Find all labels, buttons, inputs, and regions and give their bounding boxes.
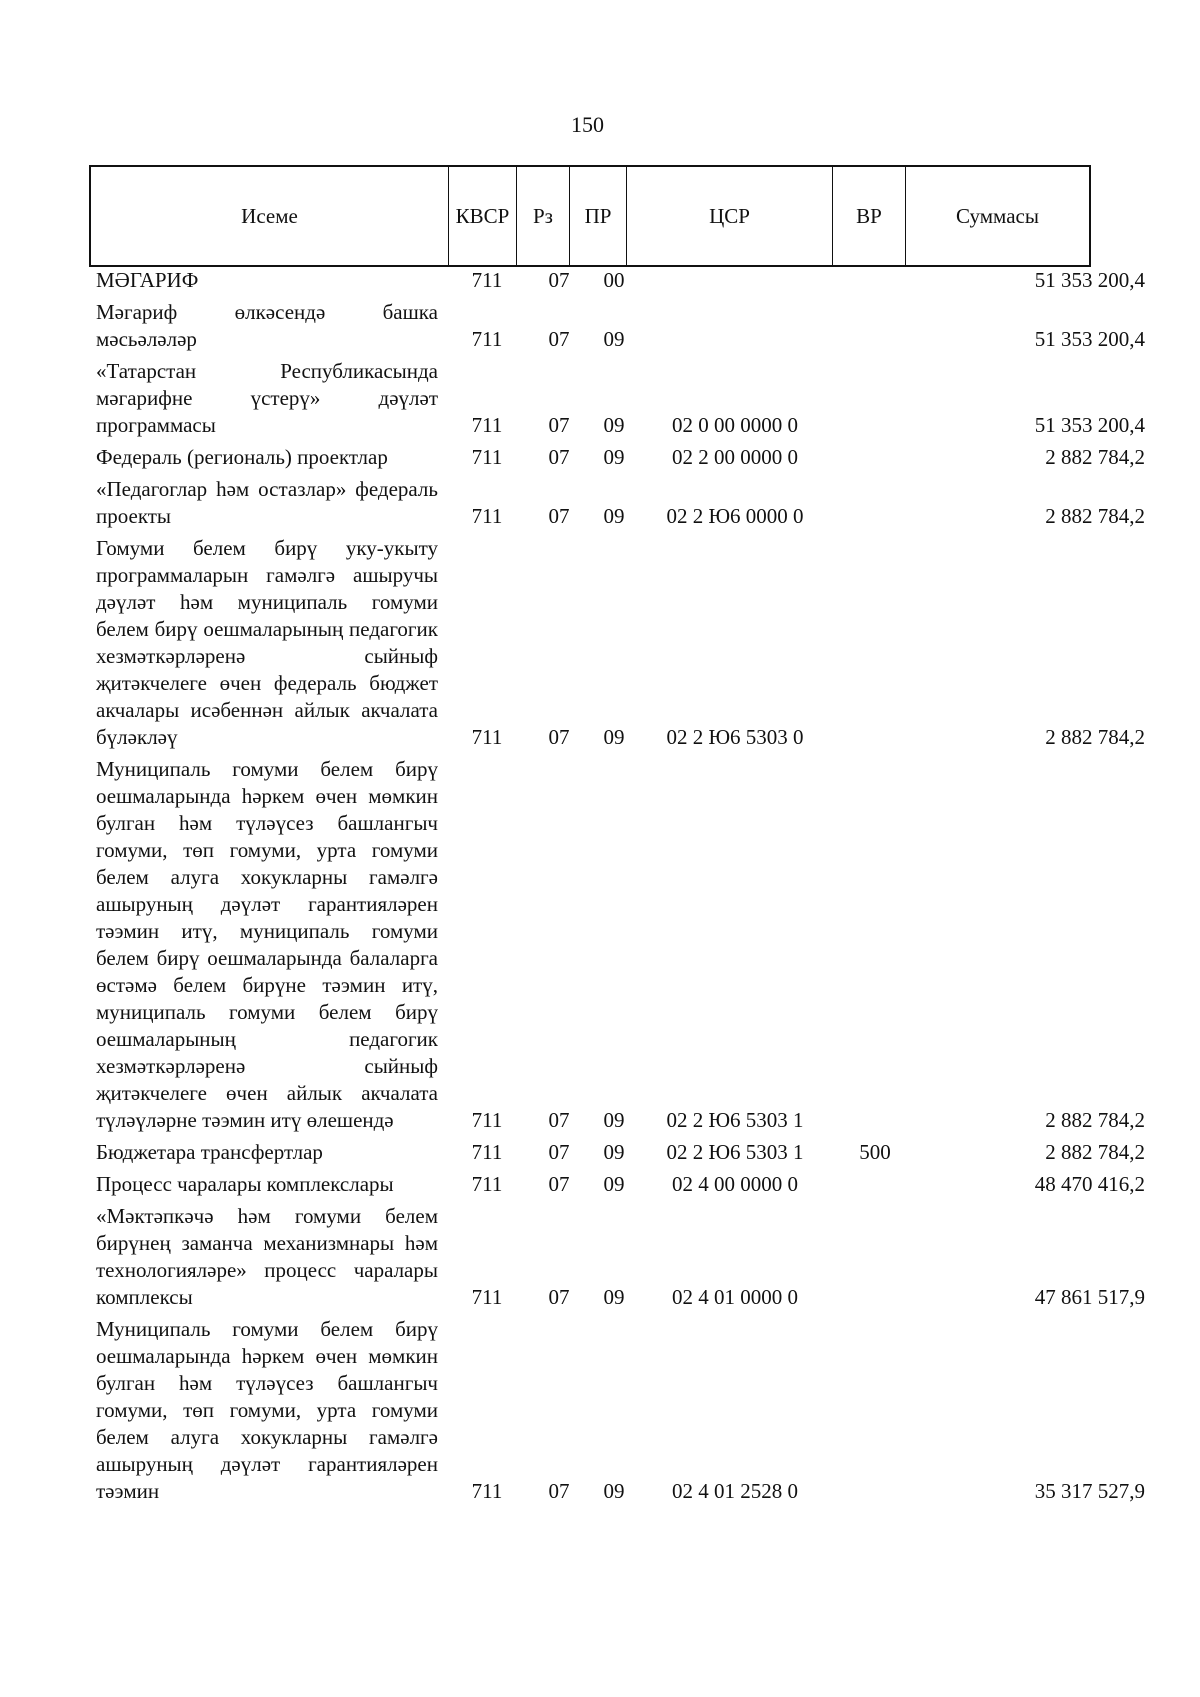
row-pr: 00	[603, 268, 625, 292]
row-sum: 48 470 416,2	[1034, 1172, 1145, 1196]
row-sum: 2 882 784,2	[1045, 1108, 1145, 1132]
row-pr: 09	[603, 1479, 625, 1503]
row-kvsr: 711	[471, 445, 503, 469]
table-row	[0, 535, 1200, 751]
row-kvsr: 711	[471, 268, 503, 292]
table-body	[0, 267, 1200, 1510]
row-pr: 09	[603, 1140, 625, 1164]
table-row	[0, 1203, 1200, 1311]
row-rz: 07	[548, 413, 570, 437]
row-rz: 07	[548, 1479, 570, 1503]
header-rz: Рз	[517, 167, 570, 265]
row-sum: 2 882 784,2	[1045, 445, 1145, 469]
row-rz: 07	[548, 268, 570, 292]
row-csr: 02 4 00 0000 0	[672, 1172, 798, 1196]
row-rz: 07	[548, 327, 570, 351]
table-row	[0, 1139, 1200, 1166]
header-name: Исеме	[91, 167, 449, 265]
row-kvsr: 711	[471, 1479, 503, 1503]
table-row	[0, 299, 1200, 353]
table-row	[0, 1316, 1200, 1505]
row-csr: 02 2 Ю6 5303 1	[666, 1140, 804, 1164]
row-sum: 47 861 517,9	[1034, 1285, 1145, 1309]
table-row	[0, 267, 1200, 294]
row-pr: 09	[603, 1108, 625, 1132]
header-kvsr: КВСР	[449, 167, 517, 265]
row-rz: 07	[548, 725, 570, 749]
header-pr: ПР	[570, 167, 627, 265]
row-pr: 09	[603, 1172, 625, 1196]
header-sum: Суммасы	[956, 203, 1039, 228]
row-kvsr: 711	[471, 1285, 503, 1309]
row-rz: 07	[548, 445, 570, 469]
table-row	[0, 444, 1200, 471]
row-rz: 07	[548, 1108, 570, 1132]
row-pr: 09	[603, 1285, 625, 1309]
row-sum: 2 882 784,2	[1045, 1140, 1145, 1164]
row-vr: 500	[859, 1140, 891, 1164]
header-csr: ЦСР	[627, 167, 833, 265]
row-kvsr: 711	[471, 1140, 503, 1164]
row-sum: 35 317 527,9	[1034, 1479, 1145, 1503]
row-csr: 02 2 Ю6 5303 0	[666, 725, 804, 749]
row-kvsr: 711	[471, 725, 503, 749]
table-row	[0, 476, 1200, 530]
row-kvsr: 711	[471, 504, 503, 528]
row-kvsr: 711	[471, 1108, 503, 1132]
row-name: Федераль (региональ) проектлар	[96, 445, 388, 469]
row-pr: 09	[603, 327, 625, 351]
row-csr: 02 4 01 0000 0	[672, 1285, 798, 1309]
row-pr: 09	[603, 413, 625, 437]
row-sum: 51 353 200,4	[1034, 327, 1145, 351]
row-sum: 51 353 200,4	[1034, 413, 1145, 437]
row-csr: 02 2 00 0000 0	[672, 445, 798, 469]
row-name: Мәгариф өлкәсендә башка мәсьәләләр	[96, 300, 438, 351]
row-csr: 02 2 Ю6 5303 1	[666, 1108, 804, 1132]
row-name: МӘГАРИФ	[96, 268, 199, 292]
row-name: Бюджетара трансфертлар	[96, 1140, 323, 1164]
row-sum: 2 882 784,2	[1045, 725, 1145, 749]
row-csr: 02 2 Ю6 0000 0	[666, 504, 804, 528]
row-csr: 02 0 00 0000 0	[672, 413, 798, 437]
row-name: Муниципаль гомуми белем бирү оешмаларында һәркем өчен мөмкин булган һәм түләүсез башлангыч гомуми, төп гомуми, урта гомуми белем алуга хокукларны гамәлгә ашыруның дәүләт гарантияләрен тәэмин итү, муниципаль гомуми белем бирү оешмаларында балаларга өстәмә белем бирүне тәэмин итү, муниципаль гомуми белем бирү оешмаларының педагогик хезмәткәрләренә сыйныф җитәкчелеге өчен айлык акчалата түләүләрне тәэмин итү өлешендә	[96, 757, 438, 1132]
row-rz: 07	[548, 504, 570, 528]
page-number: 150	[571, 112, 604, 137]
row-name: «Татарстан Республикасында мәгарифне үстерү» дәүләт программасы	[96, 359, 438, 437]
row-kvsr: 711	[471, 413, 503, 437]
row-name: Муниципаль гомуми белем бирү оешмаларында һәркем өчен мөмкин булган һәм түләүсез башлангыч гомуми, төп гомуми, урта гомуми белем алуга хокукларны гамәлгә ашыруның дәүләт гарантияләрен тәэмин	[96, 1317, 438, 1503]
table-row	[0, 756, 1200, 1134]
row-name: «Педагоглар һәм остазлар» федераль проекты	[96, 477, 438, 528]
row-kvsr: 711	[471, 1172, 503, 1196]
row-pr: 09	[603, 445, 625, 469]
table-header	[89, 165, 1091, 267]
row-name: «Мәктәпкәчә һәм гомуми белем бирүнең заманча механизмнары һәм технологияләре» процесс чаралары комплексы	[96, 1204, 438, 1309]
row-sum: 51 353 200,4	[1034, 268, 1145, 292]
row-name: Гомуми белем бирү уку-укыту программаларын гамәлгә ашыручы дәүләт һәм муниципаль гомуми белем бирү оешмаларының педагогик хезмәткәрләренә сыйныф җитәкчелеге өчен федераль бюджет акчалары исәбеннән айлык акчалата бүләкләү	[96, 536, 438, 749]
row-pr: 09	[603, 725, 625, 749]
row-rz: 07	[548, 1285, 570, 1309]
row-sum: 2 882 784,2	[1045, 504, 1145, 528]
row-rz: 07	[548, 1140, 570, 1164]
row-kvsr: 711	[471, 327, 503, 351]
header-vr: ВР	[833, 167, 906, 265]
row-name: Процесс чаралары комплекслары	[96, 1172, 394, 1196]
table-row	[0, 1171, 1200, 1198]
row-csr: 02 4 01 2528 0	[672, 1479, 798, 1503]
row-rz: 07	[548, 1172, 570, 1196]
table-row	[0, 358, 1200, 439]
row-pr: 09	[603, 504, 625, 528]
